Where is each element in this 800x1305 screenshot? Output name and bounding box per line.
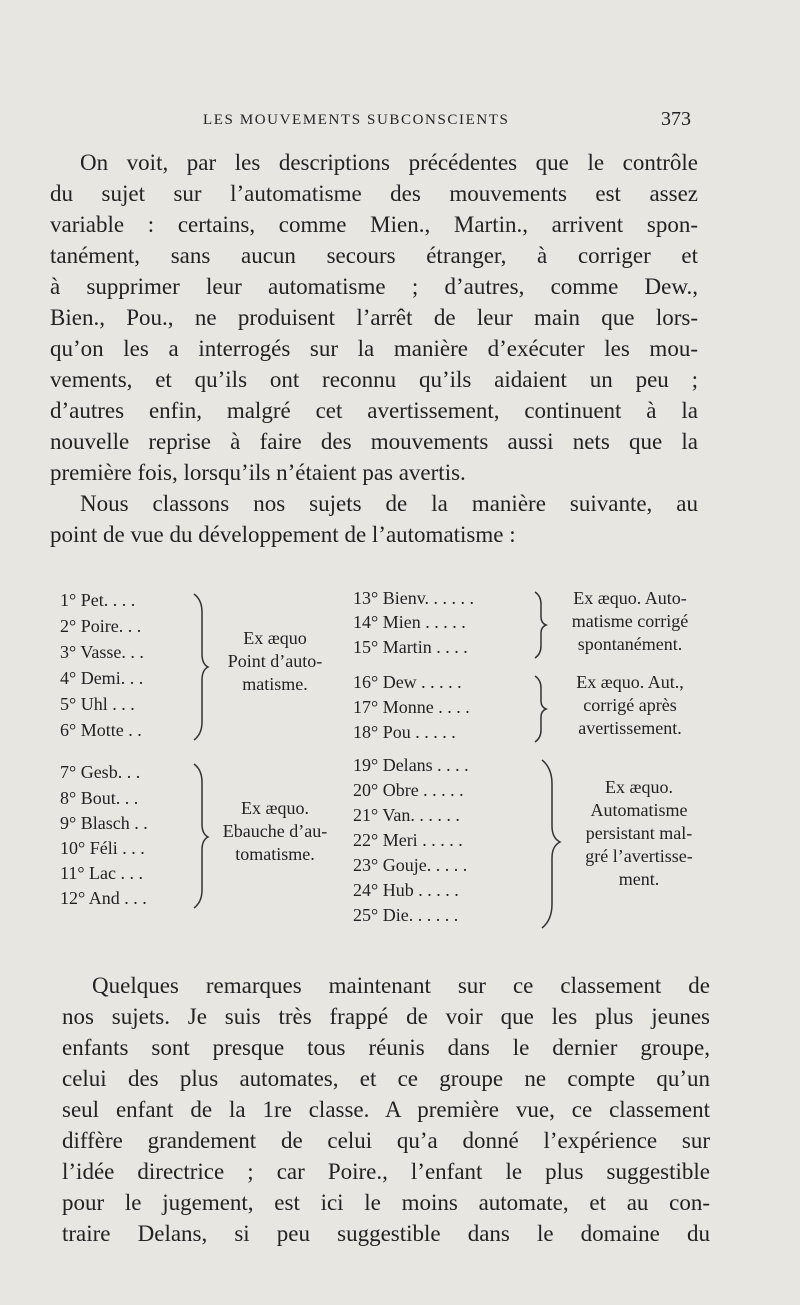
subject-entry: 15° Martin . . . .: [353, 637, 468, 657]
text-line: nouvelle reprise à faire des mouvements aussi nets que la: [50, 429, 698, 454]
paragraph-3: [62, 970, 710, 1249]
subject-entry: 25° Die. . . . . .: [353, 905, 459, 925]
text-line: nos sujets. Je suis très frappé de voir que les plus jeunes: [62, 1004, 710, 1029]
text-line: variable : certains, comme Mien., Martin., arrivent spon-: [50, 212, 698, 237]
subject-entry: 10° Féli . . .: [60, 838, 145, 858]
subject-entry: 7° Gesb. . .: [60, 762, 141, 782]
text-line: Nous classons nos sujets de la manière suivante, au: [80, 491, 698, 516]
page-number: 373: [661, 108, 691, 130]
subject-entry: 24° Hub . . . . .: [353, 880, 459, 900]
subject-entry: 2° Poire. . .: [60, 616, 142, 636]
subject-entry: 1° Pet. . . .: [60, 590, 136, 610]
group-5-description: Ex æquo. Automatisme persistant mal- gré l’avertisse- ment.: [585, 777, 693, 889]
text-line: l’idée directrice ; car Poire., l’enfant le plus suggestible: [62, 1159, 710, 1184]
subject-entry: 3° Vasse. . .: [60, 642, 144, 662]
text-line: Quelques remarques maintenant sur ce classement de: [92, 973, 710, 998]
subject-entry: 22° Meri . . . . .: [353, 830, 463, 850]
subject-entry: 19° Delans . . . .: [353, 755, 469, 775]
text-line: Bien., Pou., ne produisent l’arrêt de leur main que lors-: [50, 305, 698, 330]
text-line: première fois, lorsqu’ils n’étaient pas avertis.: [50, 460, 466, 485]
text-line: à supprimer leur automatisme ; d’autres, comme Dew.,: [50, 274, 698, 299]
text-line: diffère grandement de celui qu’a donné l’expérience sur: [62, 1128, 710, 1153]
subject-entry: 23° Gouje. . . . .: [353, 855, 468, 875]
text-line: du sujet sur l’automatisme des mouvements est assez: [50, 181, 698, 206]
group-3-description: Ex æquo. Auto- matisme corrigé spontanément.: [571, 588, 689, 654]
subject-entry: 14° Mien . . . . .: [353, 612, 466, 632]
subject-entry: 18° Pou . . . . .: [353, 722, 456, 742]
group-2-description: Ex æquo. Ebauche d’au- tomatisme.: [222, 798, 328, 864]
text-line: pour le jugement, est ici le moins automate, et au con-: [62, 1190, 710, 1215]
text-line: seul enfant de la 1re classe. A première vue, ce classement: [62, 1097, 710, 1122]
text-line: celui des plus automates, et ce groupe ne compte qu’un: [62, 1066, 710, 1091]
subject-entry: 11° Lac . . .: [60, 863, 144, 883]
text-line: point de vue du développement de l’automatisme :: [50, 522, 516, 547]
text-line: d’autres enfin, malgré cet avertissement, continuent à la: [50, 398, 698, 423]
subject-entry: 6° Motte . .: [60, 720, 142, 740]
group-4-description: Ex æquo. Aut., corrigé après avertissement.: [576, 672, 684, 738]
text-line: traire Delans, si peu suggestible dans le domaine du: [62, 1221, 710, 1246]
subject-entry: 13° Bienv. . . . . .: [353, 588, 475, 608]
subject-entry: 5° Uhl . . .: [60, 694, 135, 714]
subject-entry: 21° Van. . . . . .: [353, 805, 460, 825]
subject-entry: 8° Bout. . .: [60, 788, 139, 808]
running-title: LES MOUVEMENTS SUBCONSCIENTS: [203, 112, 510, 128]
group-1-description: Ex æquo Point d’auto- matisme.: [227, 628, 323, 694]
text-line: qu’on les a interrogés sur la manière d’exécuter les mou-: [50, 336, 698, 361]
text-line: tanément, sans aucun secours étranger, à corriger et: [50, 243, 698, 268]
text-line: On voit, par les descriptions précédentes que le contrôle: [80, 150, 698, 175]
subject-entry: 20° Obre . . . . .: [353, 780, 464, 800]
subject-entry: 17° Monne . . . .: [353, 697, 470, 717]
subject-entry: 12° And . . .: [60, 888, 147, 908]
text-line: vements, et qu’ils ont reconnu qu’ils aidaient un peu ;: [50, 367, 698, 392]
text-line: enfants sont presque tous réunis dans le dernier groupe,: [62, 1035, 710, 1060]
subject-entry: 4° Demi. . .: [60, 668, 144, 688]
subject-entry: 9° Blasch . .: [60, 813, 148, 833]
subject-entry: 16° Dew . . . . .: [353, 672, 462, 692]
